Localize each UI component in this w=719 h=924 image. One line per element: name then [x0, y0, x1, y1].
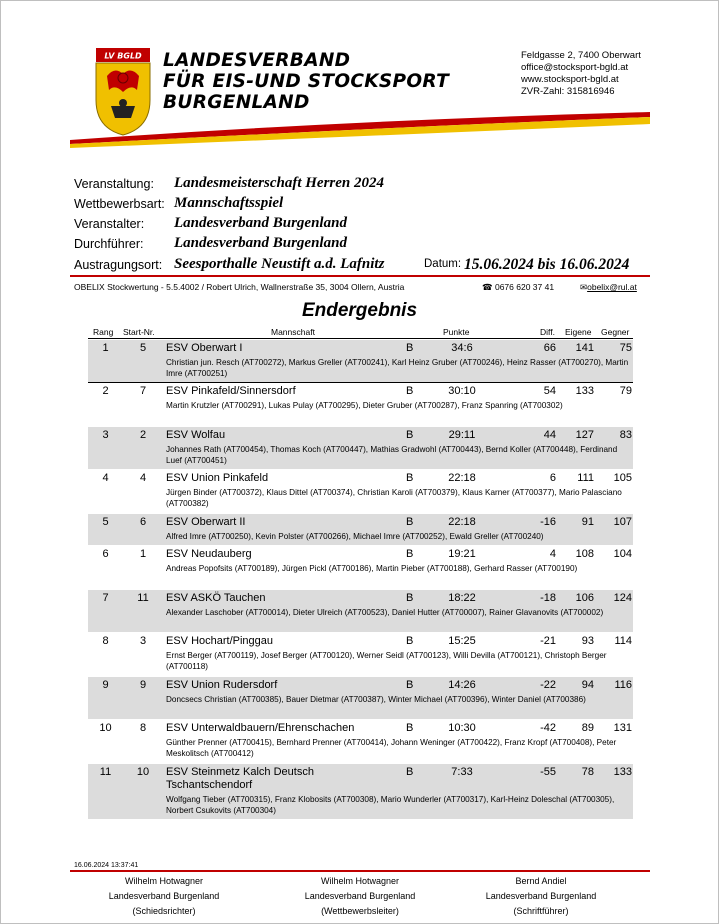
cell-eigene: 133	[575, 385, 594, 397]
table-row	[88, 514, 633, 545]
cell-gegner: 131	[613, 722, 632, 734]
cell-eigene: 141	[575, 342, 594, 354]
cell-players: Ernst Berger (AT700119), Josef Berger (AT700120), Werner Seidl (AT700123), Willi Devilla (AT700121), Christoph Berger (AT700118)	[166, 651, 607, 671]
cell-players: Christian jun. Resch (AT700272), Markus Greller (AT700241), Karl Heinz Gruber (AT700246), Heinz Rasser (AT700270), Martin Imre (AT700251)	[166, 358, 629, 378]
cell-gegner: 107	[613, 516, 632, 528]
col-start-nr: Start-Nr.	[123, 327, 155, 337]
col-diff: Diff.	[540, 327, 555, 337]
phone-text: 0676 620 37 41	[494, 282, 555, 292]
cell-eigene: 111	[577, 472, 594, 484]
label-durchfuehrer: Durchführer:	[74, 237, 144, 251]
cell-punkte: 18:22	[448, 592, 476, 604]
contact-info	[521, 50, 641, 98]
cell-team: ESV Union Rudersdorf	[166, 679, 278, 691]
table-row	[88, 720, 633, 763]
cell-group: B	[406, 635, 414, 647]
email-link[interactable]: office@stocksport-bgld.at	[521, 62, 629, 73]
page-title: Endergebnis	[301, 300, 418, 321]
header-swoosh	[70, 110, 650, 152]
cell-players: Wolfgang Tieber (AT700315), Franz Klobosits (AT700308), Mario Wunderler (AT700317), Karl-Heinz Doleschal (AT700305), Norbert Csukovits (AT700304)	[166, 795, 615, 815]
cell-diff: 44	[543, 429, 556, 441]
cell-start: 4	[139, 472, 147, 484]
table-row	[88, 546, 633, 589]
sig-name: Wilhelm Hotwagner	[320, 876, 400, 886]
cell-gegner: 75	[619, 342, 632, 354]
cell-start: 8	[139, 722, 147, 734]
table-row	[88, 677, 633, 719]
cell-rang: 3	[102, 429, 109, 441]
table-row	[88, 633, 633, 676]
cell-diff: -18	[540, 592, 556, 604]
cell-group: B	[406, 679, 414, 691]
cell-diff: 4	[549, 548, 556, 560]
cell-group: B	[406, 385, 414, 397]
value-austragungsort: Seesporthalle Neustift a.d. Lafnitz	[174, 256, 385, 272]
cell-eigene: 89	[581, 722, 594, 734]
sig-role: (Wettbewerbsleiter)	[321, 906, 399, 916]
cell-eigene: 106	[575, 592, 594, 604]
cell-diff: -16	[540, 516, 556, 528]
sig-name: Bernd Andiel	[515, 876, 567, 886]
cell-players: Günther Prenner (AT700415), Bernhard Prenner (AT700414), Johann Weninger (AT700422), Franz Kropf (AT700408), Peter Meskolitsch (AT700412)	[166, 738, 617, 758]
cell-eigene: 108	[575, 548, 594, 560]
cell-rang: 9	[102, 679, 109, 691]
cell-rang: 11	[99, 766, 112, 778]
table-row	[88, 470, 633, 513]
cell-start: 10	[136, 766, 150, 778]
col-mannschaft: Mannschaft	[271, 327, 315, 337]
table-row	[88, 340, 633, 382]
software-credit: OBELIX Stockwertung - 5.5.4002 / Robert Ulrich, Wallnerstraße 35, 3004 Ollern, Austria	[74, 282, 405, 292]
value-veranstaltung: Landesmeisterschaft Herren 2024	[174, 175, 384, 191]
phone-number	[482, 282, 554, 293]
value-wettbewerbsart: Mannschaftsspiel	[174, 195, 284, 211]
cell-rang: 10	[99, 722, 112, 734]
label-austragungsort: Austragungsort:	[74, 258, 163, 272]
cell-start: 11	[137, 592, 149, 604]
cell-players: Doncsecs Christian (AT700385), Bauer Dietmar (AT700387), Winter Michael (AT700396), Winter Daniel (AT700386)	[166, 695, 586, 704]
cell-diff: -55	[540, 766, 556, 778]
phone-icon: ☎	[482, 282, 493, 292]
cell-group: B	[406, 472, 414, 484]
cell-punkte: 15:25	[448, 635, 476, 647]
address: Feldgasse 2, 7400 Oberwart	[521, 50, 641, 61]
cell-players: Jürgen Binder (AT700372), Klaus Dittel (AT700374), Christian Karoli (AT700379), Klaus Karner (AT700377), Mario Palasciano (AT700382)	[166, 488, 622, 508]
cell-eigene: 78	[581, 766, 594, 778]
cell-start: 6	[139, 516, 147, 528]
cell-start: 3	[139, 635, 147, 647]
signature-wettbewerbsleiter	[270, 874, 450, 919]
cell-diff: -22	[540, 679, 556, 691]
org-line: BURGENLAND	[163, 92, 310, 113]
email-contact[interactable]	[580, 282, 637, 293]
cell-team: ESV Oberwart I	[166, 342, 243, 354]
cell-punkte: 7:33	[451, 766, 473, 778]
cell-gegner: 83	[619, 429, 632, 441]
cell-team: ESV Steinmetz Kalch Deutsch Tschantschendorf	[166, 766, 314, 791]
col-punkte: Punkte	[443, 327, 470, 337]
sig-org: Landesverband Burgenland	[108, 891, 220, 901]
cell-players: Alfred Imre (AT700250), Kevin Polster (AT700266), Michael Imre (AT700252), Ewald Greller (AT700240)	[166, 532, 544, 541]
cell-punkte: 22:18	[448, 516, 476, 528]
email-text[interactable]: obelix@rul.at	[587, 282, 637, 292]
cell-rang: 7	[102, 592, 109, 604]
cell-eigene: 93	[581, 635, 594, 647]
cell-diff: -21	[540, 635, 556, 647]
table-separator	[88, 382, 633, 383]
org-line: FÜR EIS-UND STOCKSPORT	[163, 71, 449, 92]
cell-team: ESV Oberwart II	[166, 516, 246, 528]
cell-start: 7	[139, 385, 147, 397]
cell-gegner: 133	[613, 766, 632, 778]
footer-divider	[70, 870, 650, 872]
cell-start: 2	[139, 429, 147, 441]
cell-team: ESV Wolfau	[166, 429, 226, 441]
cell-rang: 1	[102, 342, 109, 354]
print-timestamp: 16.06.2024 13:37:41	[74, 862, 139, 869]
cell-players: Alexander Laschober (AT700014), Dieter Ulreich (AT700523), Daniel Hutter (AT700007), Rainer Glavanovits (AT700002)	[166, 608, 604, 617]
sig-role: (Schriftführer)	[513, 906, 569, 916]
cell-gegner: 116	[614, 679, 632, 691]
cell-team: ESV Union Pinkafeld	[166, 472, 269, 484]
cell-start: 5	[139, 342, 147, 354]
cell-players: Martin Krutzler (AT700291), Lukas Pulay (AT700295), Dieter Gruber (AT700287), Franz Spanring (AT700302)	[166, 401, 563, 410]
cell-gegner: 114	[614, 635, 632, 647]
table-row	[88, 427, 633, 469]
cell-diff: 54	[543, 385, 556, 397]
zvr-number: ZVR-Zahl: 315816946	[521, 86, 615, 97]
cell-team: ESV Hochart/Pinggau	[166, 635, 274, 647]
cell-gegner: 124	[613, 592, 632, 604]
cell-players: Andreas Popofsits (AT700189), Jürgen Pickl (AT700186), Martin Pieber (AT700188), Gerhard Rasser (AT700190)	[166, 564, 578, 573]
cell-punkte: 19:21	[448, 548, 476, 560]
organization-name	[163, 50, 449, 113]
value-datum: 15.06.2024 bis 16.06.2024	[464, 256, 630, 273]
cell-diff: -42	[540, 722, 556, 734]
cell-group: B	[406, 429, 414, 441]
cell-punkte: 10:30	[448, 722, 476, 734]
divider-line	[70, 275, 650, 277]
cell-diff: 6	[549, 472, 556, 484]
cell-gegner: 105	[613, 472, 632, 484]
cell-group: B	[406, 722, 414, 734]
cell-team: ESV ASKÖ Tauchen	[166, 592, 266, 604]
sig-org: Landesverband Burgenland	[485, 891, 597, 901]
cell-punkte: 30:10	[448, 385, 476, 397]
cell-start: 1	[139, 548, 147, 560]
label-veranstalter: Veranstalter:	[74, 217, 145, 231]
cell-eigene: 127	[575, 429, 594, 441]
col-eigene: Eigene	[565, 327, 592, 337]
cell-team: ESV Unterwaldbauern/Ehrenschachen	[166, 722, 355, 734]
sig-name: Wilhelm Hotwagner	[124, 876, 204, 886]
cell-gegner: 79	[619, 385, 632, 397]
cell-group: B	[406, 548, 414, 560]
label-datum: Datum:	[424, 258, 462, 270]
sig-org: Landesverband Burgenland	[304, 891, 416, 901]
col-gegner: Gegner	[601, 327, 630, 337]
cell-group: B	[406, 766, 414, 778]
cell-team: ESV Neudauberg	[166, 548, 252, 560]
cell-eigene: 94	[581, 679, 594, 691]
envelope-icon: ✉	[580, 282, 588, 292]
cell-punkte: 29:11	[448, 429, 476, 441]
org-line: LANDESVERBAND	[163, 50, 351, 71]
value-durchfuehrer: Landesverband Burgenland	[174, 235, 347, 251]
cell-rang: 6	[102, 548, 109, 560]
cell-gegner: 104	[613, 548, 632, 560]
cell-punkte: 22:18	[448, 472, 476, 484]
label-veranstaltung: Veranstaltung:	[74, 177, 154, 191]
table-row	[88, 590, 633, 632]
cell-punkte: 14:26	[448, 679, 476, 691]
table-row	[88, 383, 633, 426]
cell-start: 9	[139, 679, 147, 691]
signature-schiedsrichter	[74, 874, 254, 919]
label-wettbewerbsart: Wettbewerbsart:	[74, 197, 165, 211]
col-rang: Rang	[93, 327, 114, 337]
cell-rang: 4	[102, 472, 109, 484]
signature-schriftfuehrer	[451, 874, 631, 919]
cell-group: B	[406, 592, 414, 604]
sig-role: (Schiedsrichter)	[132, 906, 196, 916]
logo-text: LV BGLD	[104, 51, 142, 61]
cell-rang: 2	[102, 385, 109, 397]
cell-rang: 5	[102, 516, 109, 528]
cell-diff: 66	[543, 342, 556, 354]
cell-rang: 8	[102, 635, 109, 647]
cell-group: B	[406, 342, 414, 354]
value-veranstalter: Landesverband Burgenland	[174, 215, 347, 231]
cell-players: Johannes Rath (AT700454), Thomas Koch (AT700447), Mathias Gradwohl (AT700443), Bernd Koller (AT700448), Ferdinand Luef (AT700451)	[166, 445, 618, 465]
website-link[interactable]: www.stocksport-bgld.at	[521, 74, 619, 85]
cell-punkte: 34:6	[451, 342, 473, 354]
table-row	[88, 764, 633, 819]
cell-team: ESV Pinkafeld/Sinnersdorf	[166, 385, 296, 397]
table-separator	[88, 338, 633, 339]
cell-group: B	[406, 516, 414, 528]
cell-eigene: 91	[581, 516, 594, 528]
